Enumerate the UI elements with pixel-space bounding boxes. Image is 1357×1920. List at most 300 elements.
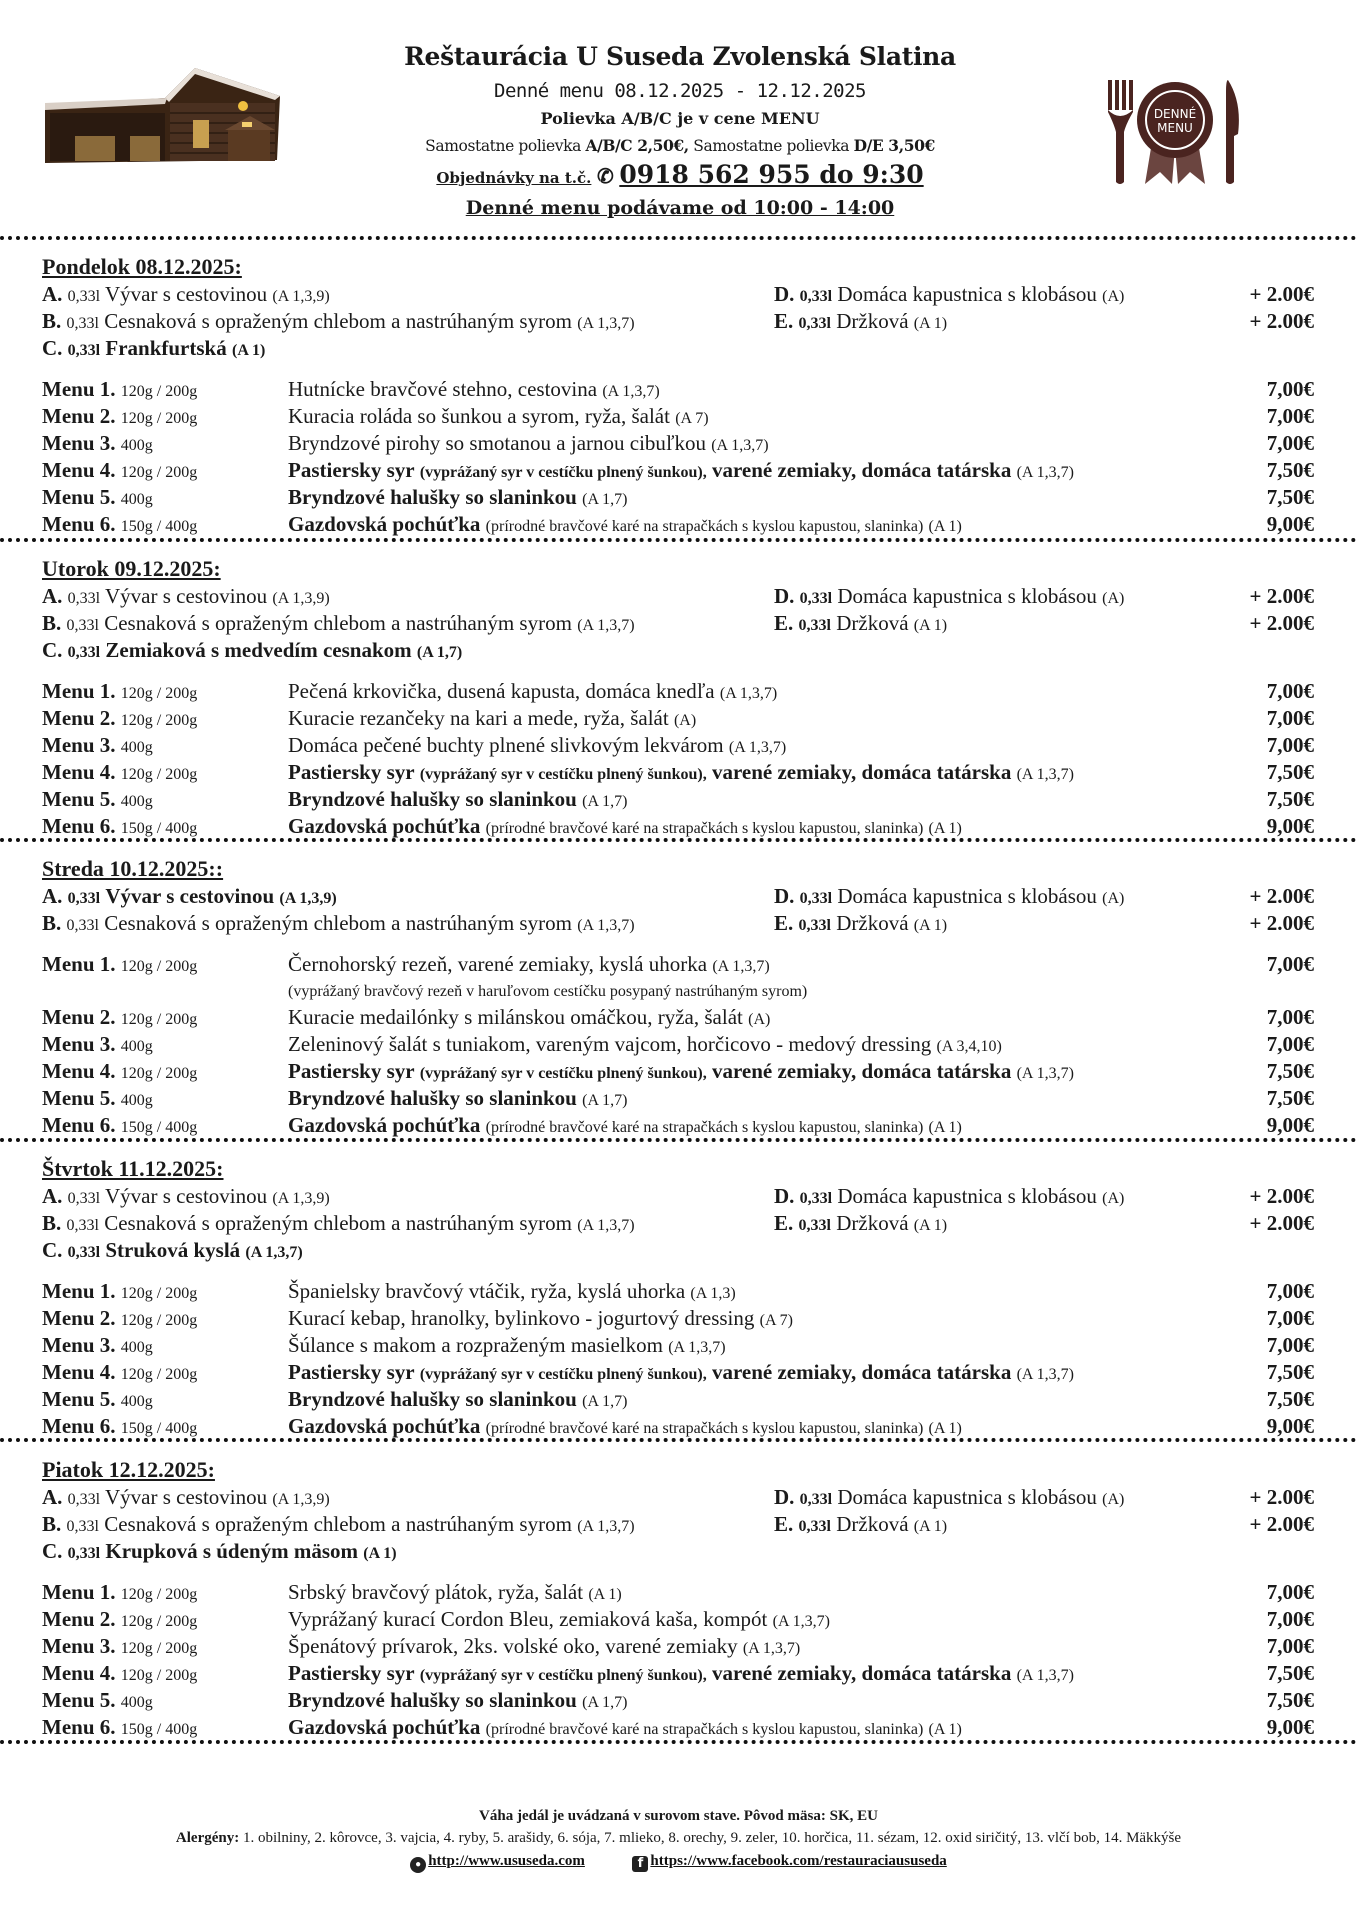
menu-dish-note: (prírodné bravčové karé na strapačkách s kyslou kapustou, slaninka) xyxy=(485,820,924,837)
menu-row xyxy=(42,376,1314,403)
menu-row xyxy=(42,511,1314,538)
menu-dish-name: Špenátový prívarok, 2ks. volské oko, varené zemiaky xyxy=(288,1634,738,1658)
section-divider xyxy=(0,1740,1357,1744)
menu-label: Menu 1. xyxy=(42,377,116,401)
section-divider xyxy=(0,236,1357,240)
menu-dish-note: (vyprážaný syr v cestíčku plnený šunkou), xyxy=(419,1065,707,1082)
menu-weight: 120g / 200g xyxy=(120,1285,198,1302)
soup-name: Cesnaková s opraženým chlebom a nastrúhaným syrom xyxy=(104,1512,572,1536)
day-title: Piatok 12.12.2025: xyxy=(42,1457,215,1482)
extra-soup-price: + 2.00€ xyxy=(1249,1485,1314,1509)
menu-allergens: (A 1) xyxy=(928,1721,962,1738)
menu-allergens: (A 1,3,7) xyxy=(1016,766,1074,783)
menu-weight: 120g / 200g xyxy=(120,1011,198,1028)
menu-label: Menu 5. xyxy=(42,1688,116,1712)
extra-soup-price: + 2.00€ xyxy=(1249,1184,1314,1208)
menu-weight: 120g / 200g xyxy=(120,1366,198,1383)
menu-label: Menu 3. xyxy=(42,431,116,455)
menu-dish-note: (prírodné bravčové karé na strapačkách s kyslou kapustou, slaninka) xyxy=(485,518,924,535)
menu-row xyxy=(42,1031,1314,1058)
extra-soup: E. 0,33l Držková (A 1) xyxy=(774,1211,948,1235)
menu-label: Menu 1. xyxy=(42,679,116,703)
menu-price: 7,00€ xyxy=(1266,1333,1314,1357)
menu-row xyxy=(42,457,1314,484)
menu-allergens: (A 1,3,7) xyxy=(742,1640,801,1657)
restaurant-title: Reštaurácia U Suseda Zvolenská Slatina xyxy=(404,42,956,71)
soup-row xyxy=(42,1511,1314,1538)
menu-label: Menu 5. xyxy=(42,787,116,811)
soup-row xyxy=(42,1210,1314,1237)
menu-dish-sides: varené zemiaky, domáca tatárska xyxy=(711,458,1012,482)
menu-price: 7,50€ xyxy=(1266,1387,1314,1411)
restaurant-house-logo xyxy=(45,58,315,168)
menu-dish-name: Bryndzové halušky so slaninkou xyxy=(288,1387,577,1411)
menu-label: Menu 5. xyxy=(42,1387,116,1411)
soup-label: B. xyxy=(42,309,62,333)
soup-label: A. xyxy=(42,584,63,608)
menu-allergens: (A 3,4,10) xyxy=(936,1038,1002,1055)
soup-name: Frankfurtská xyxy=(105,336,227,360)
menu-row xyxy=(42,1413,1314,1440)
menu-dish-name: Gazdovská pochúťka xyxy=(288,1715,481,1739)
menu-price: 7,00€ xyxy=(1266,1005,1314,1029)
menu-allergens: (A 1,7) xyxy=(582,793,628,810)
menu-dish-name: Pastiersky syr xyxy=(288,1661,415,1685)
soup-volume: 0,33l xyxy=(67,1190,101,1207)
menu-row xyxy=(42,951,1314,978)
menu-allergens: (A 1,3,7) xyxy=(1016,464,1074,481)
soup-allergens: (A 1,3,7) xyxy=(577,617,635,634)
menu-price: 7,50€ xyxy=(1266,1688,1314,1712)
menu-allergens: (A 1,7) xyxy=(582,1694,628,1711)
soup-allergens: (A 1,3,7) xyxy=(577,315,635,332)
extra-soup-price: + 2.00€ xyxy=(1249,584,1314,608)
menu-dish-note: (vyprážaný syr v cestíčku plnený šunkou), xyxy=(419,1667,707,1684)
menu-price: 7,00€ xyxy=(1266,952,1314,976)
soup-label: C. xyxy=(42,1238,63,1262)
menu-allergens: (A 1,3) xyxy=(690,1285,736,1302)
menu-weight: 120g / 200g xyxy=(120,410,198,427)
menu-row xyxy=(42,1660,1314,1687)
menu-price: 7,50€ xyxy=(1266,760,1314,784)
menu-weight: 400g xyxy=(120,1038,153,1055)
section-divider xyxy=(0,1138,1357,1142)
menu-dish-note: (vyprážaný syr v cestíčku plnený šunkou), xyxy=(419,464,707,481)
soup-name: Struková kyslá xyxy=(105,1238,241,1262)
soup-label: C. xyxy=(42,1539,63,1563)
menu-allergens: (A 1) xyxy=(928,1119,962,1136)
menu-row xyxy=(42,403,1314,430)
soup-row xyxy=(42,610,1314,637)
menu-dish-note: (vyprážaný syr v cestíčku plnený šunkou), xyxy=(419,766,707,783)
menu-label: Menu 4. xyxy=(42,458,116,482)
menu-row xyxy=(42,484,1314,511)
menu-price: 7,00€ xyxy=(1266,431,1314,455)
soup-row xyxy=(42,883,1314,910)
extra-soup-price: + 2.00€ xyxy=(1249,911,1314,935)
soup-row xyxy=(42,910,1314,937)
menu-price: 7,50€ xyxy=(1266,458,1314,482)
soup-label: A. xyxy=(42,884,63,908)
menu-row xyxy=(42,1359,1314,1386)
facebook-icon: f xyxy=(632,1856,648,1872)
soup-label: B. xyxy=(42,611,62,635)
soup-volume: 0,33l xyxy=(67,1491,101,1508)
menu-dish-name: Pastiersky syr xyxy=(288,1059,415,1083)
menu-weight: 400g xyxy=(120,1393,153,1410)
svg-text:DENNÉ: DENNÉ xyxy=(1153,107,1197,121)
menu-price: 7,00€ xyxy=(1266,706,1314,730)
extra-soup: D. 0,33l Domáca kapustnica s klobásou (A) xyxy=(774,884,1125,908)
menu-row xyxy=(42,1386,1314,1413)
soup-included-note: Polievka A/B/C je v cene MENU xyxy=(540,109,820,128)
menu-weight: 150g / 400g xyxy=(120,820,198,837)
menu-dish-name: Bryndzové halušky so slaninkou xyxy=(288,485,577,509)
soup-allergens: (A 1,3,9) xyxy=(279,890,337,907)
menu-row xyxy=(42,1058,1314,1085)
facebook-link[interactable]: https://www.facebook.com/restauraciaususeda xyxy=(650,1853,947,1869)
menu-weight: 120g / 200g xyxy=(120,1312,198,1329)
soup-name: Krupková s údeným mäsom xyxy=(105,1539,359,1563)
serving-hours: Denné menu podávame od 10:00 - 14:00 xyxy=(465,197,895,219)
soup-label: A. xyxy=(42,1184,63,1208)
soup-row xyxy=(42,637,1314,664)
soup-volume: 0,33l xyxy=(66,1217,99,1234)
menu-price: 7,00€ xyxy=(1266,1306,1314,1330)
menu-row xyxy=(42,1687,1314,1714)
extra-soup: D. 0,33l Domáca kapustnica s klobásou (A) xyxy=(774,1485,1125,1509)
menu-weight: 120g / 200g xyxy=(120,1613,198,1630)
menu-weight: 400g xyxy=(120,739,153,756)
menu-label: Menu 2. xyxy=(42,1306,116,1330)
menu-price: 9,00€ xyxy=(1266,1414,1314,1438)
menu-weight: 120g / 200g xyxy=(120,1640,198,1657)
menu-label: Menu 2. xyxy=(42,1607,116,1631)
day-title: Štvrtok 11.12.2025: xyxy=(42,1156,224,1181)
soup-label: B. xyxy=(42,911,62,935)
menu-weight: 120g / 200g xyxy=(120,712,198,729)
extra-soup-price: + 2.00€ xyxy=(1249,282,1314,306)
menu-allergens: (A) xyxy=(673,712,697,729)
extra-soup: D. 0,33l Domáca kapustnica s klobásou (A) xyxy=(774,584,1125,608)
menu-label: Menu 3. xyxy=(42,733,116,757)
menu-weight: 120g / 200g xyxy=(120,766,198,783)
menu-row xyxy=(42,1633,1314,1660)
menu-price: 7,50€ xyxy=(1266,1059,1314,1083)
menu-dish-sides: varené zemiaky, domáca tatárska xyxy=(711,1360,1012,1384)
extra-soup-price: + 2.00€ xyxy=(1249,611,1314,635)
soup-name: Vývar s cestovinou xyxy=(105,884,275,908)
svg-text:MENU: MENU xyxy=(1157,121,1193,135)
menu-allergens: (A 1,3,7) xyxy=(602,383,660,400)
menu-weight: 150g / 400g xyxy=(120,1721,198,1738)
menu-dish-sides: varené zemiaky, domáca tatárska xyxy=(711,1661,1012,1685)
standalone-soup-prices: Samostatne polievka A/B/C 2,50€, Samostatne polievka D/E 3,50€ xyxy=(425,136,935,155)
menu-row xyxy=(42,1085,1314,1112)
menu-row xyxy=(42,759,1314,786)
menu-weight: 400g xyxy=(120,1092,153,1109)
menu-price: 7,50€ xyxy=(1266,1661,1314,1685)
weight-origin-note: Váha jedál je uvádzaná v surovom stave. Pôvod mäsa: SK, EU xyxy=(479,1808,878,1824)
menu-weight: 120g / 200g xyxy=(120,1065,198,1082)
menu-label: Menu 6. xyxy=(42,512,116,536)
soup-allergens: (A 1) xyxy=(231,342,266,359)
orders-label: Objednávky na t.č. xyxy=(436,169,592,187)
soup-row xyxy=(42,1183,1314,1210)
soup-label: C. xyxy=(42,336,63,360)
soup-name: Zemiaková s medvedím cesnakom xyxy=(105,638,412,662)
day-section xyxy=(42,554,1314,840)
menu-row xyxy=(42,1579,1314,1606)
day-title: Pondelok 08.12.2025: xyxy=(42,254,242,279)
menu-label: Menu 3. xyxy=(42,1032,116,1056)
extra-soup-price: + 2.00€ xyxy=(1249,1512,1314,1536)
menu-row xyxy=(42,732,1314,759)
menu-row xyxy=(42,705,1314,732)
extra-soup: E. 0,33l Držková (A 1) xyxy=(774,309,948,333)
day-section xyxy=(42,854,1314,1139)
soup-allergens: (A 1,3,7) xyxy=(577,917,635,934)
menu-allergens: (A 1) xyxy=(928,820,962,837)
menu-dish-name: Bryndzové halušky so slaninkou xyxy=(288,1688,577,1712)
soup-volume: 0,33l xyxy=(66,1518,99,1535)
menu-dish-name: Gazdovská pochúťka xyxy=(288,814,481,838)
soup-label: A. xyxy=(42,1485,63,1509)
soup-allergens: (A 1,3,9) xyxy=(272,590,330,607)
menu-dish-name: Pečená krkovička, dusená kapusta, domáca knedľa xyxy=(288,679,715,703)
soup-row xyxy=(42,1484,1314,1511)
day-section xyxy=(42,1455,1314,1741)
menu-price: 7,00€ xyxy=(1266,377,1314,401)
menu-dish-name: Kuracia roláda so šunkou a syrom, ryža, šalát xyxy=(288,404,670,428)
menu-dish-name: Bryndzové halušky so slaninkou xyxy=(288,787,577,811)
menu-weight: 400g xyxy=(120,437,153,454)
menu-price: 9,00€ xyxy=(1266,512,1314,536)
menu-row xyxy=(42,1714,1314,1741)
menu-weight: 400g xyxy=(120,1339,153,1356)
soup-volume: 0,33l xyxy=(66,917,99,934)
soup-label: C. xyxy=(42,638,63,662)
day-section xyxy=(42,1154,1314,1440)
menu-label: Menu 4. xyxy=(42,760,116,784)
menu-label: Menu 4. xyxy=(42,1059,116,1083)
soup-allergens: (A 1,3,7) xyxy=(245,1244,303,1261)
menu-price: 7,00€ xyxy=(1266,404,1314,428)
menu-label: Menu 1. xyxy=(42,1580,116,1604)
menu-dish-name: Španielsky bravčový vtáčik, ryža, kyslá uhorka xyxy=(288,1279,686,1303)
menu-row xyxy=(42,1004,1314,1031)
menu-label: Menu 5. xyxy=(42,1086,116,1110)
soup-allergens: (A 1,3,9) xyxy=(272,288,330,305)
extra-soup-price: + 2.00€ xyxy=(1249,309,1314,333)
menu-allergens: (A 1) xyxy=(588,1586,622,1603)
menu-price: 9,00€ xyxy=(1266,814,1314,838)
menu-allergens: (A) xyxy=(748,1011,771,1028)
soup-name: Vývar s cestovinou xyxy=(105,1485,268,1509)
denne-menu-badge-icon xyxy=(1100,72,1250,192)
day-section xyxy=(42,252,1314,538)
menu-price: 7,00€ xyxy=(1266,679,1314,703)
soup-volume: 0,33l xyxy=(67,342,101,359)
section-divider xyxy=(0,1438,1357,1442)
menu-weight: 150g / 400g xyxy=(120,1119,198,1136)
extra-soup-price: + 2.00€ xyxy=(1249,1211,1314,1235)
menu-allergens: (A 7) xyxy=(759,1312,793,1329)
menu-row xyxy=(42,1305,1314,1332)
menu-dish-name: Kuracie rezančeky na kari a mede, ryža, šalát xyxy=(288,706,669,730)
menu-price: 7,00€ xyxy=(1266,1279,1314,1303)
soup-name: Vývar s cestovinou xyxy=(105,584,268,608)
menu-label: Menu 6. xyxy=(42,1113,116,1137)
menu-row xyxy=(42,1112,1314,1139)
soup-volume: 0,33l xyxy=(66,617,99,634)
menu-label: Menu 2. xyxy=(42,706,116,730)
soup-name: Cesnaková s opraženým chlebom a nastrúhaným syrom xyxy=(104,309,572,333)
soup-allergens: (A 1,3,9) xyxy=(272,1190,330,1207)
menu-weight: 120g / 200g xyxy=(120,958,198,975)
extra-soup: E. 0,33l Držková (A 1) xyxy=(774,1512,948,1536)
menu-allergens: (A 1,7) xyxy=(582,1092,628,1109)
menu-dish-name: Pastiersky syr xyxy=(288,458,415,482)
soup-row xyxy=(42,335,1314,362)
soup-name: Vývar s cestovinou xyxy=(105,1184,268,1208)
menu-dish-sides: varené zemiaky, domáca tatárska xyxy=(711,760,1012,784)
menu-allergens: (A 1,3,7) xyxy=(728,739,787,756)
menu-price: 7,50€ xyxy=(1266,787,1314,811)
soup-row xyxy=(42,1538,1314,1565)
extra-soup: D. 0,33l Domáca kapustnica s klobásou (A) xyxy=(774,282,1125,306)
menu-weight: 400g xyxy=(120,793,153,810)
soup-row xyxy=(42,308,1314,335)
extra-soup-price: + 2.00€ xyxy=(1249,884,1314,908)
soup-row xyxy=(42,281,1314,308)
soup-volume: 0,33l xyxy=(66,315,99,332)
website-link[interactable]: http://www.ususeda.com xyxy=(428,1853,585,1869)
menu-weight: 400g xyxy=(120,1694,153,1711)
menu-price: 7,00€ xyxy=(1266,733,1314,757)
menu-dish-name: Vyprážaný kurací Cordon Bleu, zemiaková kaša, kompót xyxy=(288,1607,768,1631)
orders-phone-number: 0918 562 955 do 9:30 xyxy=(619,160,924,189)
soup-allergens: (A 1,3,7) xyxy=(577,1518,635,1535)
soup-name: Cesnaková s opraženým chlebom a nastrúhaným syrom xyxy=(104,611,572,635)
soup-volume: 0,33l xyxy=(67,890,101,907)
menu-subnote-row xyxy=(42,978,1314,1004)
menu-price: 7,00€ xyxy=(1266,1607,1314,1631)
menu-label: Menu 1. xyxy=(42,952,116,976)
orders-line xyxy=(300,160,1060,189)
menu-row xyxy=(42,1278,1314,1305)
menu-dish-name: Pastiersky syr xyxy=(288,1360,415,1384)
section-divider xyxy=(0,838,1357,842)
soup-allergens: (A 1,3,7) xyxy=(577,1217,635,1234)
menu-label: Menu 1. xyxy=(42,1279,116,1303)
menu-weight: 120g / 200g xyxy=(120,1586,198,1603)
menu-date-range: Denné menu 08.12.2025 - 12.12.2025 xyxy=(494,80,866,102)
menu-dish-name: Hutnícke bravčové stehno, cestovina xyxy=(288,377,598,401)
extra-soup: D. 0,33l Domáca kapustnica s klobásou (A) xyxy=(774,1184,1125,1208)
menu-allergens: (A 1) xyxy=(928,1420,962,1437)
allergens-legend: Alergény: 1. obilniny, 2. kôrovce, 3. vajcia, 4. ryby, 5. arašidy, 6. sója, 7. mlieko, 8. orechy, 9. zeler, 10. horčica, 11. sézam, 12. oxid siričitý, 13. vlčí bob, 14. Mäkkýše xyxy=(175,1830,1182,1846)
menu-allergens: (A 7) xyxy=(675,410,709,427)
menu-dish-name: Bryndzové pirohy so smotanou a jarnou cibuľkou xyxy=(288,431,706,455)
menu-row xyxy=(42,430,1314,457)
menu-allergens: (A 1,3,7) xyxy=(1016,1065,1074,1082)
menu-weight: 120g / 200g xyxy=(120,1667,198,1684)
menu-allergens: (A 1,3,7) xyxy=(668,1339,726,1356)
menu-row xyxy=(42,786,1314,813)
menu-allergens: (A 1,3,7) xyxy=(772,1613,830,1630)
menu-label: Menu 2. xyxy=(42,1005,116,1029)
menu-allergens: (A 1) xyxy=(928,518,962,535)
menu-row xyxy=(42,1332,1314,1359)
menu-price: 9,00€ xyxy=(1266,1715,1314,1739)
menu-row xyxy=(42,813,1314,840)
menu-allergens: (A 1,7) xyxy=(582,491,628,508)
soup-volume: 0,33l xyxy=(67,644,101,661)
menu-weight: 120g / 200g xyxy=(120,383,198,400)
menu-dish-name: Černohorský rezeň, varené zemiaky, kyslá uhorka xyxy=(288,952,708,976)
menu-label: Menu 2. xyxy=(42,404,116,428)
soup-label: B. xyxy=(42,1211,62,1235)
menu-dish-name: Domáca pečené buchty plnené slivkovým lekvárom xyxy=(288,733,724,757)
menu-dish-note: (vyprážaný syr v cestíčku plnený šunkou), xyxy=(419,1366,707,1383)
menu-dish-note: (prírodné bravčové karé na strapačkách s kyslou kapustou, slaninka) xyxy=(485,1721,924,1738)
day-title: Utorok 09.12.2025: xyxy=(42,556,221,581)
menu-label: Menu 3. xyxy=(42,1634,116,1658)
menu-row xyxy=(42,678,1314,705)
day-title: Streda 10.12.2025:: xyxy=(42,856,224,881)
soup-allergens: (A 1) xyxy=(363,1545,397,1562)
globe-icon: ● xyxy=(410,1857,426,1873)
menu-dish-name: Zeleninový šalát s tuniakom, vareným vajcom, horčicovo - medový dressing xyxy=(288,1032,932,1056)
section-divider xyxy=(0,538,1357,542)
soup-row xyxy=(42,583,1314,610)
menu-dish-name: Kuracie medailónky s milánskou omáčkou, ryža, šalát xyxy=(288,1005,743,1029)
menu-row xyxy=(42,1606,1314,1633)
menu-allergens: (A 1,3,7) xyxy=(712,958,770,975)
menu-allergens: (A 1,3,7) xyxy=(711,437,769,454)
soup-volume: 0,33l xyxy=(67,1244,101,1261)
menu-weight: 150g / 400g xyxy=(120,1420,198,1437)
menu-weight: 400g xyxy=(120,491,153,508)
menu-header xyxy=(0,0,1357,232)
menu-weight: 150g / 400g xyxy=(120,518,198,535)
footer-links xyxy=(0,1853,1357,1873)
soup-volume: 0,33l xyxy=(67,1545,101,1562)
menu-price: 7,00€ xyxy=(1266,1580,1314,1604)
menu-weight: 120g / 200g xyxy=(120,685,198,702)
phone-icon: ✆ xyxy=(596,164,614,188)
menu-label: Menu 6. xyxy=(42,814,116,838)
menu-dish-name: Kurací kebap, hranolky, bylinkovo - jogurtový dressing xyxy=(288,1306,755,1330)
extra-soup: E. 0,33l Držková (A 1) xyxy=(774,911,948,935)
soup-volume: 0,33l xyxy=(67,288,101,305)
menu-dish-name: Gazdovská pochúťka xyxy=(288,1414,481,1438)
menu-dish-name: Pastiersky syr xyxy=(288,760,415,784)
menu-allergens: (A 1,3,7) xyxy=(719,685,778,702)
menu-dish-note: (prírodné bravčové karé na strapačkách s kyslou kapustou, slaninka) xyxy=(485,1420,924,1437)
menu-dish-name: Gazdovská pochúťka xyxy=(288,1113,481,1137)
soup-label: A. xyxy=(42,282,63,306)
menu-price: 7,50€ xyxy=(1266,1086,1314,1110)
menu-allergens: (A 1,3,7) xyxy=(1016,1667,1074,1684)
menu-dish-name: Bryndzové halušky so slaninkou xyxy=(288,1086,577,1110)
menu-label: Menu 6. xyxy=(42,1715,116,1739)
menu-dish-name: Gazdovská pochúťka xyxy=(288,512,481,536)
menu-allergens: (A 1,3,7) xyxy=(1016,1366,1074,1383)
soup-label: B. xyxy=(42,1512,62,1536)
menu-price: 7,00€ xyxy=(1266,1634,1314,1658)
